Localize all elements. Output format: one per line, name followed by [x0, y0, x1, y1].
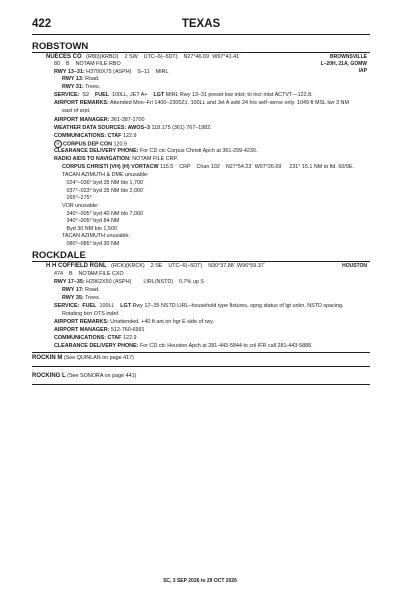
fuel-text: 100LL, JET A+ [109, 92, 154, 98]
cross-ref-name: ROCKIN M [32, 355, 63, 361]
comms-text: 122.9 [121, 335, 137, 341]
cross-ref-text: (See QUINLAN on page 417) [62, 355, 134, 361]
runway-label: RWY 13–31: [54, 69, 85, 75]
rwy31-text: Trees. [83, 84, 101, 90]
lgt-text: MIRL Rwy 13–31 preset low intst; to incr intst ACTVT—122.8. [164, 92, 313, 98]
runway-13-line [62, 76, 100, 83]
airport-line-nueces [46, 54, 241, 61]
airport-manager-line [54, 117, 144, 124]
fuel-label: FUEL [82, 303, 97, 309]
service-line [54, 92, 313, 99]
radar-r-icon: R [54, 140, 62, 148]
runway-text: H3700X75 (ASPH) S–11 MIRL [84, 69, 169, 75]
airport-line-coffield [46, 263, 266, 270]
nav-remark-line: VOR unusable: [62, 203, 99, 209]
runway-line [54, 69, 168, 76]
radio-aids-line [54, 156, 178, 163]
chart-ref-brownsville: BROWNSVILLE [330, 54, 367, 60]
service-label: SERVICE: [54, 303, 80, 309]
lgt-label: LGT [120, 303, 132, 309]
service-line [54, 303, 343, 310]
airport-notam-line: 474 B NOTAM FILE CXO [54, 271, 124, 277]
cross-ref-text: (See SONORA on page 441) [65, 373, 137, 379]
airport-ident-line: (RCK)(KRCK) 2 SE UTC–6(–5DT) N30°37.88´ W96°59.37´ [106, 263, 266, 269]
radio-aids-label: RADIO AIDS TO NAVIGATION: [54, 156, 131, 162]
nav-remark-line: Byd 30 NM blo 1,500´ [62, 226, 119, 232]
manager-label: AIRPORT MANAGER: [54, 117, 110, 123]
rwy35-text: Trees. [83, 295, 101, 301]
lgt-label: LGT [153, 92, 165, 98]
fuel-text: 100LL [96, 303, 121, 309]
clearance-delivery-line [54, 343, 313, 350]
manager-text: 361-387-1700 [109, 117, 145, 123]
airport-remarks-line [54, 100, 349, 107]
chart-ref-houston: HOUSTON [342, 263, 367, 269]
service-label: SERVICE: [54, 92, 80, 98]
airport-remarks-line [54, 319, 214, 326]
city-heading-rockdale: ROCKDALE [32, 250, 370, 262]
clearance-delivery-line [54, 148, 257, 155]
nav-remark-line: TACAN AZIMUTH & DME unusable: [62, 172, 149, 178]
page-footer: SC, 3 SEP 2026 to 29 OCT 2026 [163, 578, 237, 584]
rwy35-label: RWY 35: [62, 295, 84, 301]
nav-remark-line: 080°–085° byd 30 NM [62, 241, 120, 247]
lgt-text: Rwy 17–35 NSTD LIRL–household type fixtures, opng status of lgt unkn. NSTD spacing. [131, 303, 344, 309]
rwy17-label: RWY 17: [62, 287, 84, 293]
runway-label: RWY 17–35: [54, 279, 85, 285]
weather-text: 118.175 (361) 767–1982. [150, 125, 212, 131]
runway-text: H2962X50 (ASPH) LIRL(NSTD) 0.7% up S [84, 279, 204, 285]
weather-label: WEATHER DATA SOURCES: AWOS–3 [54, 125, 151, 131]
rwy13-label: RWY 13: [62, 76, 84, 82]
nav-remark-line: 265°–275° [62, 195, 92, 201]
airport-manager-line [54, 327, 144, 334]
vortac-label: CORPUS CHRISTI (VH) (H) VORTACW [62, 164, 159, 170]
dep-con-label: CORPUS DEP CON [63, 141, 113, 148]
chart-ref-lowalt: L–20H, 21A, GOMW [320, 61, 367, 67]
remarks-text: Unattended. +40 ft ant on hgr E side of rwy. [108, 319, 215, 325]
airport-remarks-cont: east of arpt. [62, 108, 91, 114]
fuel-label: FUEL [94, 92, 110, 98]
vortac-line [62, 164, 354, 171]
nav-remark-line: 024°–036° byd 35 NM blo 1,700´ [62, 180, 145, 186]
runway-31-line [62, 84, 100, 91]
nav-remark-line: TACAN AZIMUTH unusable: [62, 233, 130, 239]
clearance-label: CLEARANCE DELIVERY PHONE: [54, 343, 139, 349]
vortac-text: 115.5 CRP Chan 102 N27°54.23´ W97°26.69´ 231° 15.1 NM to fld. 60/9E. [158, 164, 354, 170]
section-divider [32, 366, 370, 367]
rwy31-label: RWY 31: [62, 84, 84, 90]
remarks-label: AIRPORT REMARKS: [54, 100, 109, 106]
comms-label: COMMUNICATIONS: CTAF [54, 335, 122, 341]
manager-label: AIRPORT MANAGER: [54, 327, 110, 333]
clearance-text: For CD ctc Corpus Christi Apch at 361-299-4230. [138, 148, 258, 154]
manager-text: 512-760-6991 [109, 327, 145, 333]
clearance-text: For CD ctc Houston Apch at 281-443-5844 to cnl IFR call 281-443-5888. [138, 343, 313, 349]
dep-con-text: 120.9 [112, 141, 128, 148]
runway-17-line [62, 287, 100, 294]
rwy13-text: Road. [83, 76, 100, 82]
rwy17-text: Road. [83, 287, 100, 293]
service-cont: Rotating bcn OTS indef. [62, 311, 120, 317]
section-divider [32, 352, 370, 353]
airport-name: H H COFFIELD RGNL [46, 263, 107, 269]
section-divider [32, 384, 370, 385]
remarks-text: Attended Mon–Fri 1400–2300Z‡. 100LL and Jet A avbl 24 hrs self–serve only. 1049 ft MSL twr 3 NM [108, 100, 349, 106]
chart-ref-iap: IAP [358, 68, 367, 74]
city-heading-robstown: ROBSTOWN [32, 41, 370, 53]
airport-notam-line: 80 B NOTAM FILE RBO [54, 61, 121, 67]
cross-reference-rocking-l [32, 373, 136, 380]
page-header [32, 18, 370, 35]
cross-reference-rockin-m [32, 355, 134, 362]
weather-line [54, 125, 212, 132]
page-number: 422 [32, 18, 52, 30]
cross-ref-name: ROCKING L [32, 373, 66, 379]
communications-line [54, 335, 136, 342]
nav-remark-line: 340°–005° byd 84 NM [62, 218, 120, 224]
clearance-label: CLEARANCE DELIVERY PHONE: [54, 148, 139, 154]
runway-line [54, 279, 204, 286]
state-title: TEXAS [181, 18, 221, 30]
comms-label: COMMUNICATIONS: CTAF [54, 133, 122, 139]
nav-remark-line: 340°–005° byd 40 NM blo 7,000´ [62, 211, 145, 217]
remarks-label: AIRPORT REMARKS: [54, 319, 109, 325]
radio-aids-text: NOTAM FILE CRP. [130, 156, 178, 162]
airport-name: NUECES CO [46, 54, 82, 60]
comms-text: 122.9 [121, 133, 137, 139]
service-text: S2 [79, 92, 95, 98]
nav-remark-line: 037°–023° byd 35 NM blo 2,000´ [62, 188, 145, 194]
airport-ident-line: (R80)(KRBO) 2 SW UTC–6(–5DT) N27°46.69´ W97°41.41´ [81, 54, 241, 60]
communications-line [54, 133, 136, 140]
runway-35-line [62, 295, 100, 302]
